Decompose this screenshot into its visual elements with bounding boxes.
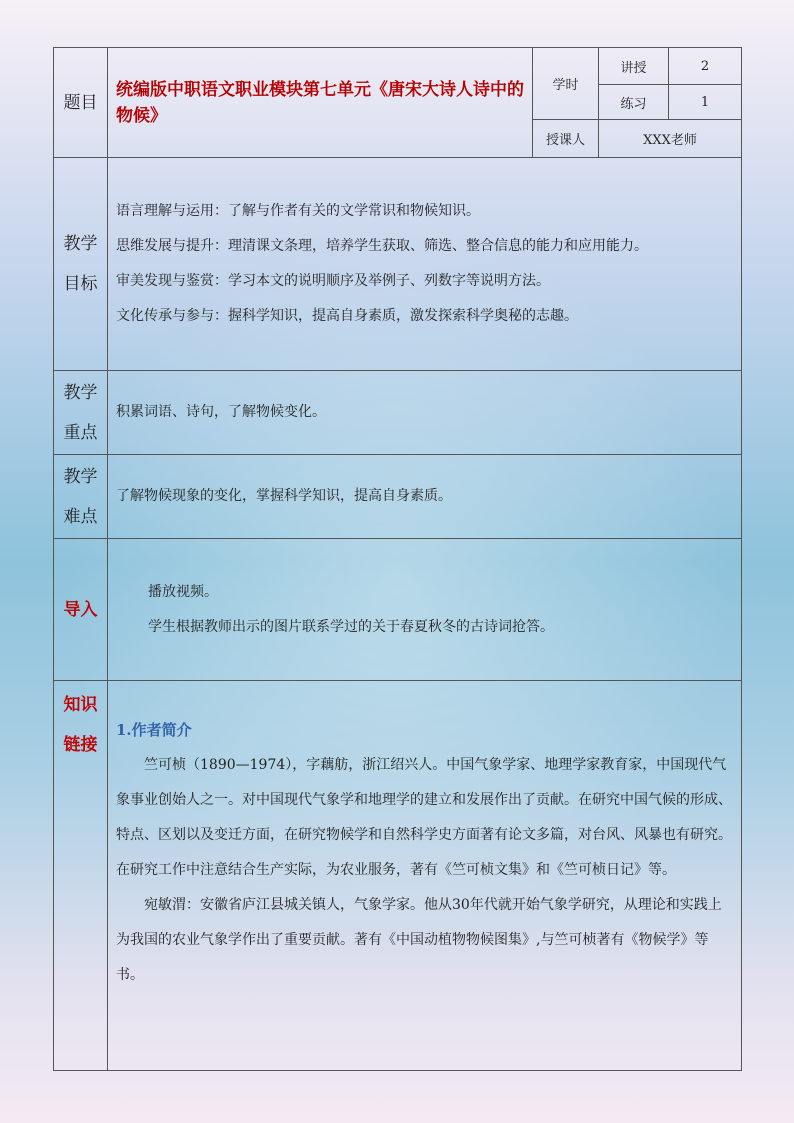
goals-label	[54, 158, 108, 371]
intro-line: 播放视频。	[148, 583, 218, 600]
difficulties-text: 了解物候现象的变化，掌握科学知识，提高自身素质。	[116, 488, 452, 504]
title-label: 题目	[54, 48, 108, 158]
knowledge-row	[54, 681, 742, 1071]
intro-line: 学生根据教师出示的图片联系学过的关于春夏秋冬的古诗词抢答。	[148, 618, 554, 635]
key-points-label	[54, 371, 108, 455]
knowledge-label-line1: 知识	[63, 695, 98, 715]
lesson-plan-table	[53, 47, 742, 1071]
difficulties-label-line2: 难点	[63, 506, 98, 527]
intro-row	[54, 539, 742, 681]
goal-item: 审美发现与鉴赏：学习本文的说明顺序及举例子、列数字等说明方法。	[116, 273, 550, 289]
intro-content	[108, 539, 742, 681]
difficulties-content	[108, 455, 742, 539]
goal-item: 文化传承与参与：握科学知识，提高自身素质，激发探索科学奥秘的志趣。	[116, 308, 578, 324]
practice-label: 练习	[599, 85, 669, 120]
author-bio-2: 宛敏渭：安徽省庐江县城关镇人，气象学家。他从30年代就开始气象学研究，从理论和实践上为我国的农业气象学作出了重要贡献。著有《中国动植物物候图集》,与竺可桢著有《物候学》等书。	[116, 897, 722, 983]
difficulties-label-line1: 教学	[63, 466, 98, 487]
key-points-content	[108, 371, 742, 455]
key-points-text: 积累词语、诗句，了解物候变化。	[116, 404, 326, 420]
knowledge-subtitle: 1.作者简介	[116, 721, 192, 739]
hours-label: 学时	[533, 48, 599, 120]
goals-label-line1: 教学	[63, 234, 98, 254]
teacher-value: XXX老师	[599, 120, 742, 158]
difficulties-row	[54, 455, 742, 539]
practice-value: 1	[669, 85, 742, 120]
lecture-value: 2	[669, 48, 742, 85]
author-bio-1: 竺可桢（1890—1974），字藕舫，浙江绍兴人。中国气象学家、地理学家教育家，中国现代气象事业创始人之一。对中国现代气象学和地理学的建立和发展作出了贡献。在研究中国气候的形成、特点、区划以及变迁方面，在研究物候学和自然科学史方面著有论文多篇，对台风、风暴也有研究。在研究工作中注意结合生产实际，为农业服务，著有《竺可桢文集》和《竺可桢日记》等。	[116, 757, 732, 878]
header-row	[54, 48, 742, 85]
goal-item: 语言理解与运用：了解与作者有关的文学常识和物候知识。	[116, 203, 480, 219]
teacher-label: 授课人	[533, 120, 599, 158]
lecture-label: 讲授	[599, 48, 669, 85]
key-points-row	[54, 371, 742, 455]
key-points-label-line2: 重点	[63, 422, 98, 443]
intro-label: 导入	[54, 539, 108, 681]
goal-item: 思维发展与提升：理清课文条理，培养学生获取、筛选、整合信息的能力和应用能力。	[116, 238, 648, 254]
goals-label-line2: 目标	[63, 274, 98, 294]
goals-row	[54, 158, 742, 371]
knowledge-label	[54, 681, 108, 1071]
goals-content	[108, 158, 742, 371]
key-points-label-line1: 教学	[63, 382, 98, 403]
knowledge-label-line2: 链接	[63, 735, 98, 755]
knowledge-content	[108, 681, 742, 1071]
lesson-title: 统编版中职语文职业模块第七单元《唐宋大诗人诗中的物候》	[108, 48, 533, 158]
difficulties-label	[54, 455, 108, 539]
